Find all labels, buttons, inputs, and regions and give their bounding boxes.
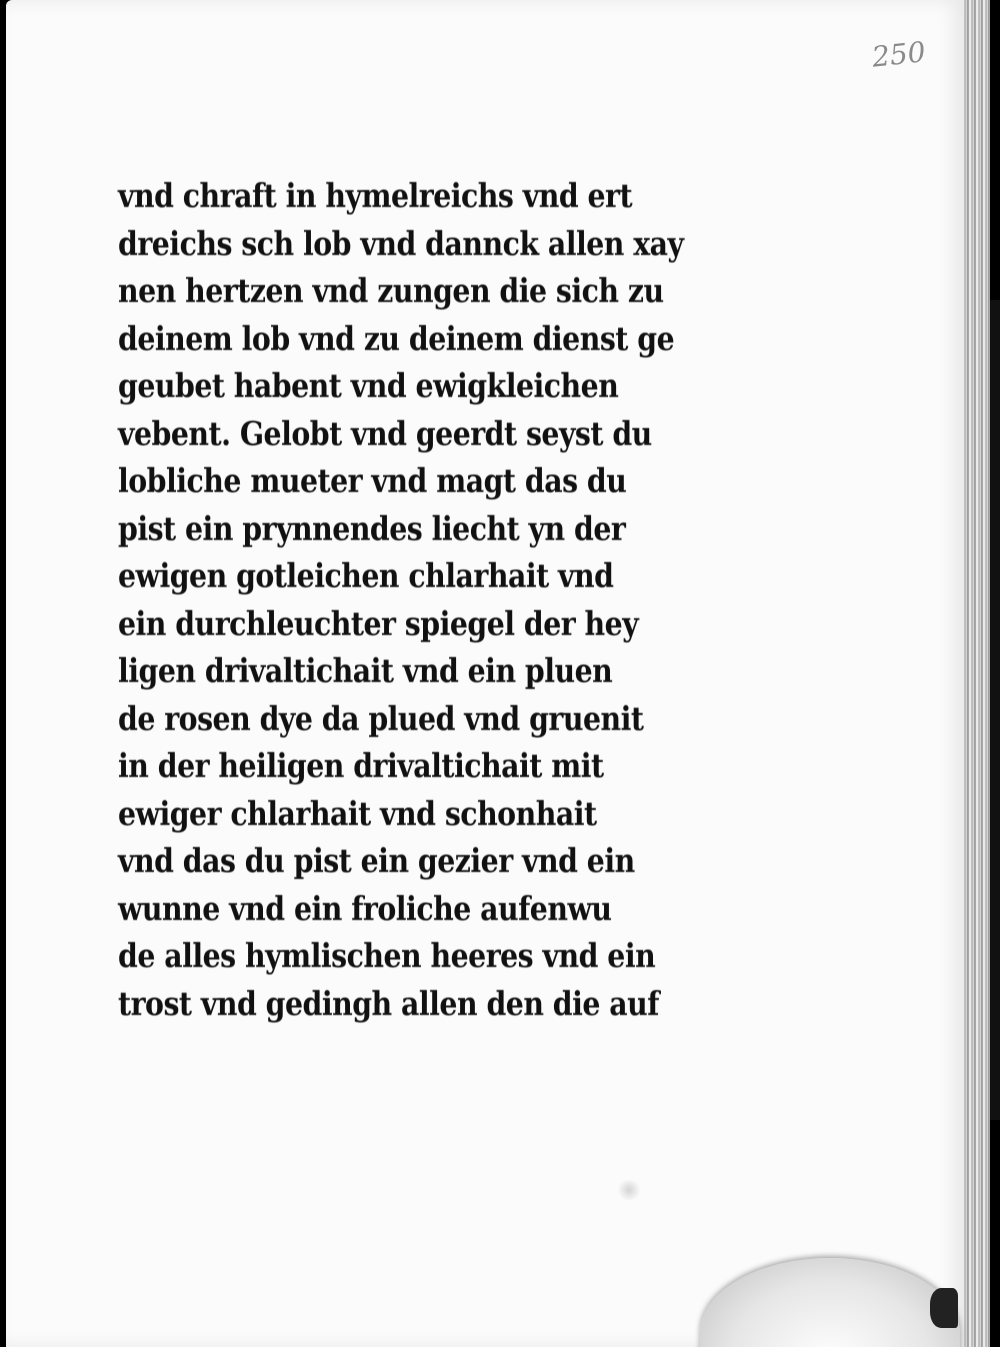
- text-line: dreichs sch lob vnd dannck allen xay: [118, 223, 684, 263]
- text-line: de rosen dye da plued vnd gruenit: [118, 698, 644, 738]
- text-line: geubet habent vnd ewigkleichen: [118, 366, 619, 405]
- text-line: ewigen gotleichen chlarhait vnd: [118, 556, 614, 595]
- text-line: in der heiligen drivaltichait mit: [118, 746, 604, 785]
- text-line: de alles hymlischen heeres vnd ein: [118, 936, 656, 975]
- ink-smudge: [616, 1180, 642, 1200]
- corner-shadow: [930, 1288, 958, 1328]
- text-block: [118, 172, 758, 1027]
- text-line: trost vnd gedingh allen den die auf: [118, 983, 659, 1023]
- text-line: deinem lob vnd zu deinem dienst ge: [118, 318, 675, 358]
- page-edges: [962, 0, 990, 1347]
- text-line: lobliche mueter vnd magt das du: [118, 461, 627, 500]
- text-line: ewiger chlarhait vnd schonhait: [118, 793, 597, 833]
- text-line: nen hertzen vnd zungen die sich zu: [118, 271, 664, 310]
- text-line: pist ein prynnendes liecht yn der: [118, 508, 626, 548]
- manuscript-page: [6, 0, 964, 1347]
- text-line: vnd das du pist ein gezier vnd ein: [118, 841, 635, 880]
- text-line: vebent. Gelobt vnd geerdt seyst du: [118, 413, 652, 453]
- folio-number: 250: [870, 35, 928, 74]
- text-line: ein durchleuchter spiegel der hey: [118, 603, 639, 643]
- binding-shadow: [990, 300, 1000, 1120]
- text-line: vnd chraft in hymelreichs vnd ert: [118, 176, 633, 215]
- text-line: wunne vnd ein froliche aufenwu: [118, 888, 612, 928]
- text-line: ligen drivaltichait vnd ein pluen: [118, 651, 613, 690]
